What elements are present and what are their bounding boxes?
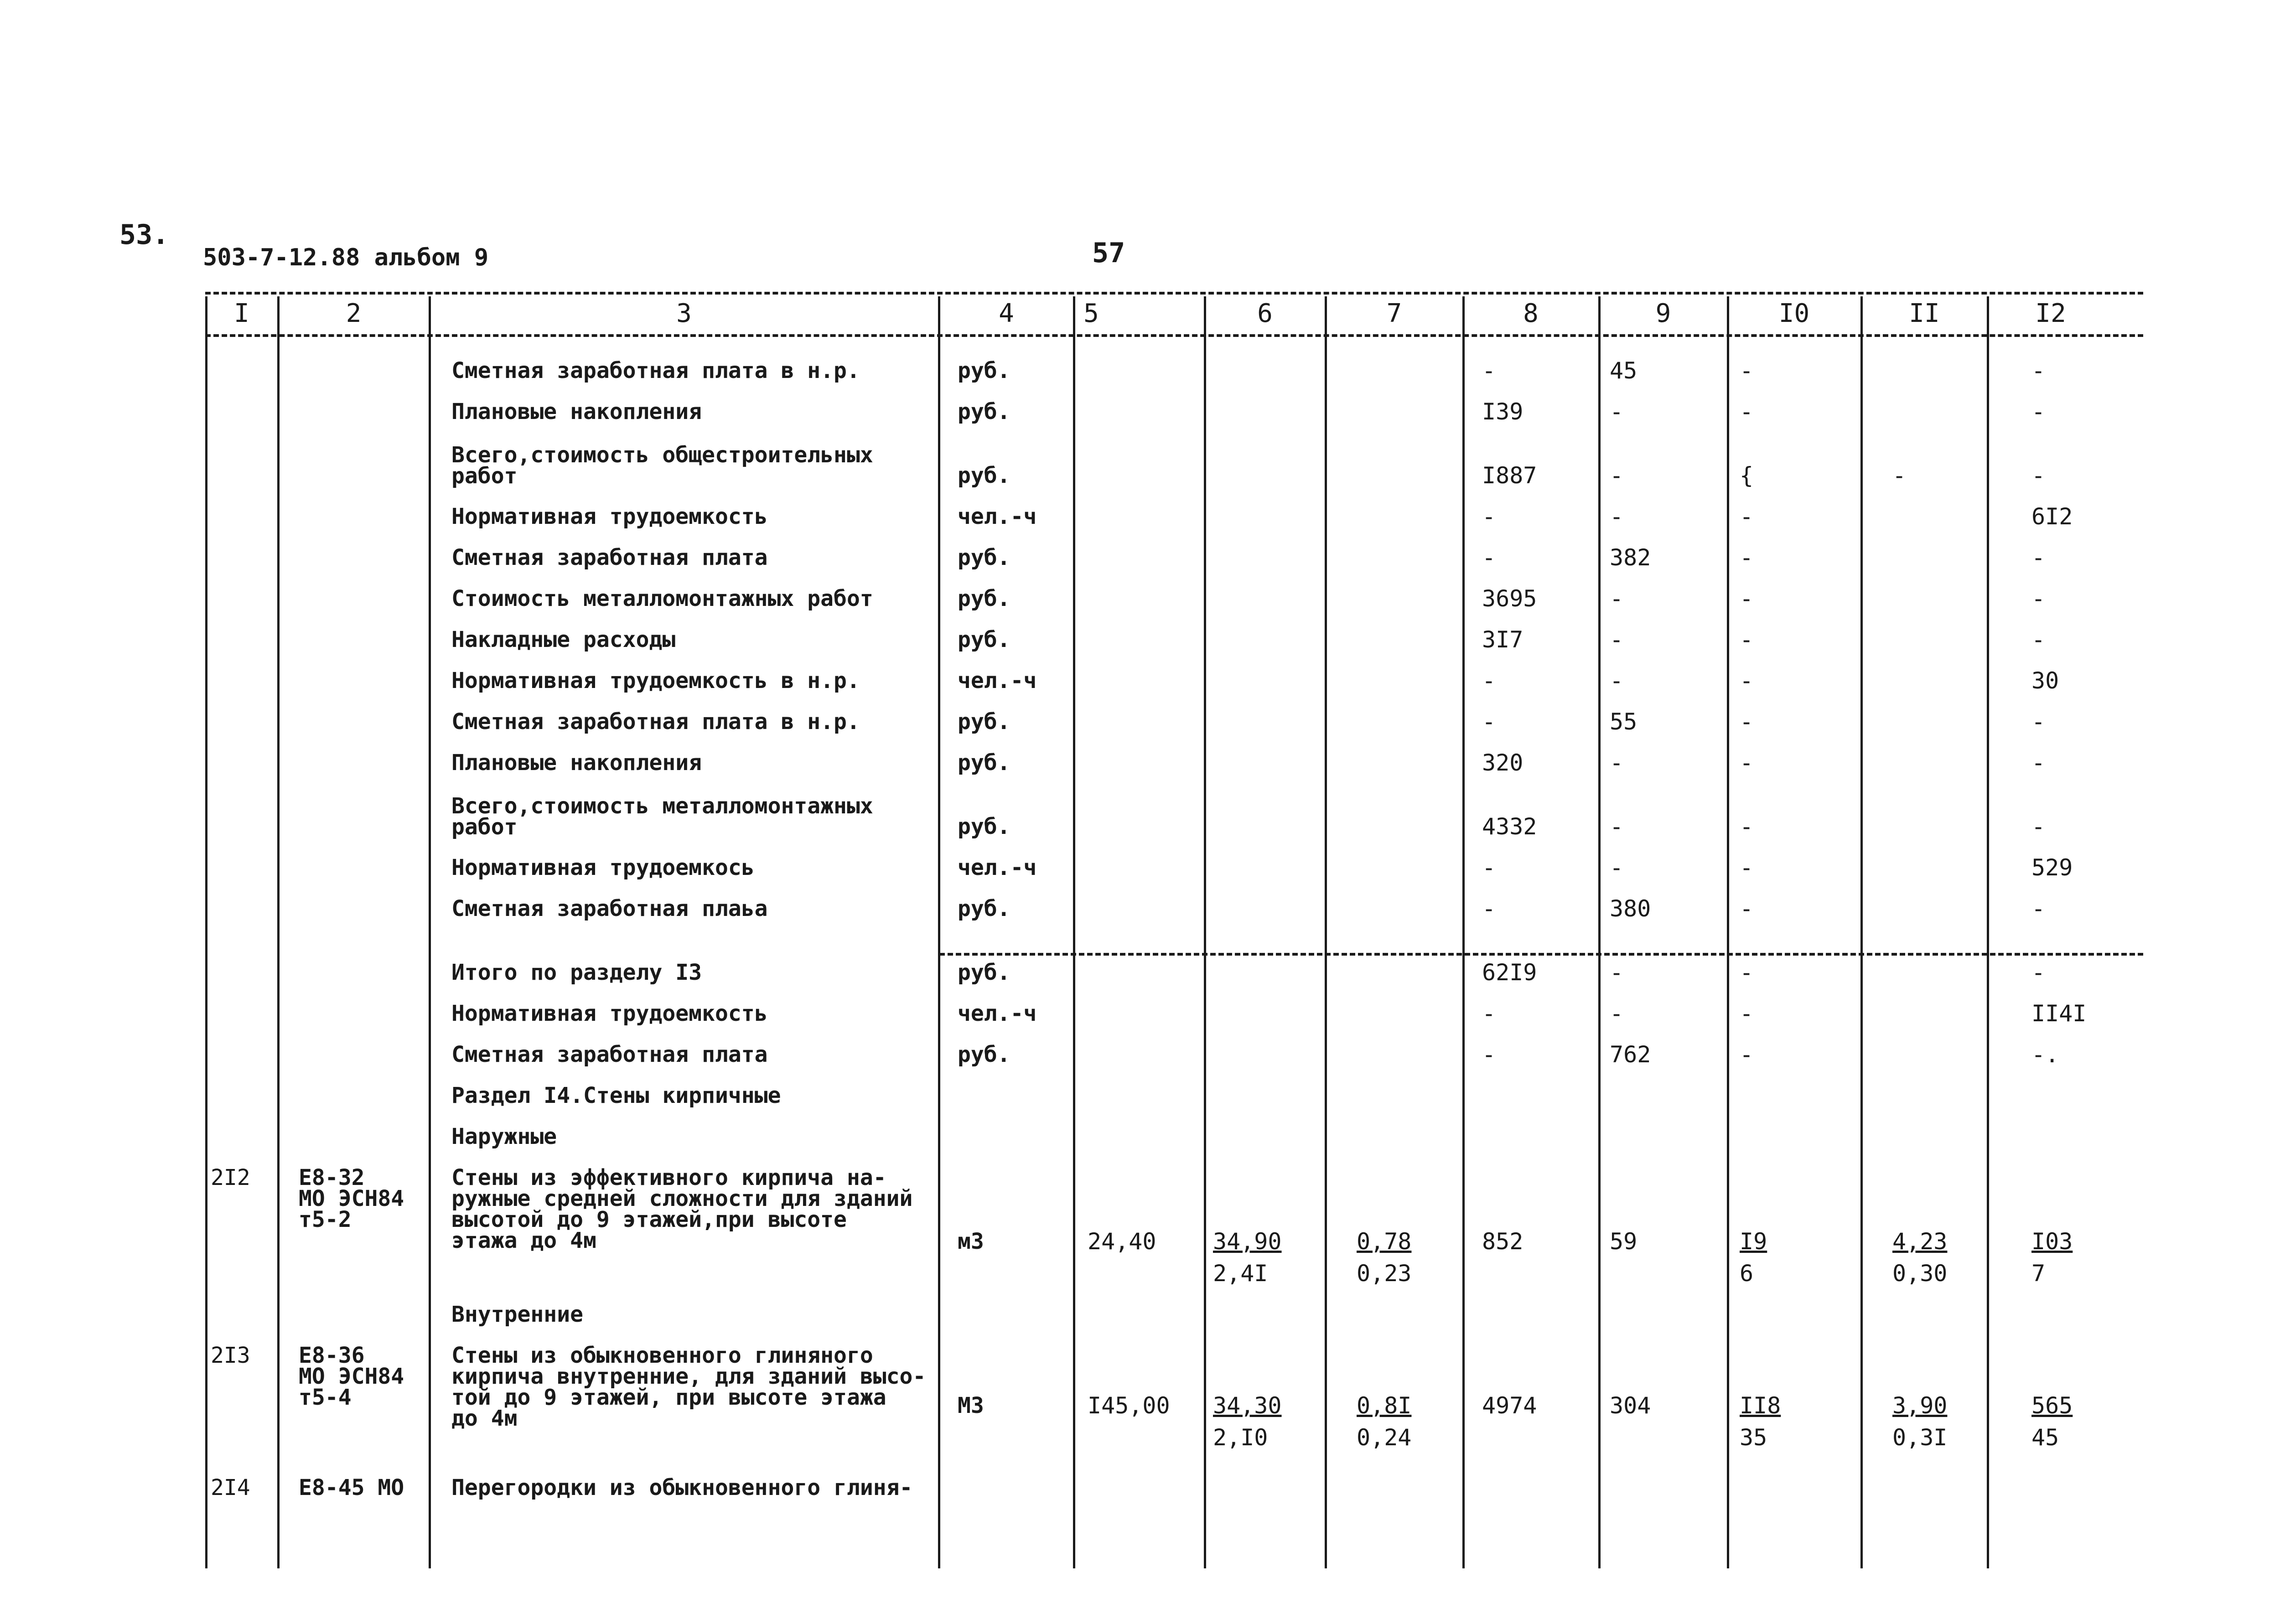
- page-number: 57: [1092, 237, 1125, 269]
- value-cell-12: -: [2031, 462, 2046, 489]
- row-description: Внутренние: [451, 1302, 583, 1327]
- unit-cell: руб.: [958, 627, 1010, 652]
- value-cell-12: -: [2031, 959, 2046, 986]
- value-cell-12: 565: [2031, 1392, 2073, 1419]
- value-cell-10: -: [1740, 544, 1754, 571]
- value-subcell-7: 0,23: [1357, 1260, 1412, 1287]
- row-description: Стены из эффективного кирпича на- ружные средней сложности для зданий высотой до 9 этажей,при высоте этажа до 4м: [451, 1165, 913, 1253]
- col-line-0: [205, 296, 207, 1568]
- value-subcell-6: 2,I0: [1213, 1424, 1268, 1451]
- col-line-3: [938, 296, 940, 1568]
- value-cell-11: 4,23: [1892, 1228, 1948, 1255]
- value-cell-9: -: [1610, 626, 1624, 653]
- value-cell-8: -: [1482, 544, 1496, 571]
- value-cell-10: I9: [1740, 1228, 1767, 1255]
- unit-cell: руб.: [958, 358, 1010, 383]
- value-cell-10: II8: [1740, 1392, 1781, 1419]
- value-cell-10: -: [1740, 1000, 1754, 1027]
- value-cell-8: 852: [1482, 1228, 1523, 1255]
- unit-cell: руб.: [958, 709, 1010, 734]
- value-cell-8: -: [1482, 1000, 1496, 1027]
- unit-cell: руб.: [958, 814, 1010, 839]
- value-cell-6: 34,30: [1213, 1392, 1282, 1419]
- item-number: 2I2: [211, 1165, 250, 1190]
- value-cell-8: 3I7: [1482, 626, 1523, 653]
- col-line-1: [277, 296, 280, 1568]
- value-cell-8: 62I9: [1482, 959, 1537, 986]
- row-description: Итого по разделу I3: [451, 960, 702, 985]
- row-description: Сметная заработная плаьа: [451, 896, 768, 921]
- value-cell-12: -: [2031, 626, 2046, 653]
- value-cell-12: I03: [2031, 1228, 2073, 1255]
- column-header-12: I2: [2035, 299, 2066, 328]
- column-header-11: II: [1909, 299, 1940, 328]
- value-cell-12: 529: [2031, 854, 2073, 881]
- value-cell-8: -: [1482, 709, 1496, 735]
- value-cell-8: 320: [1482, 750, 1523, 776]
- unit-cell: руб.: [958, 399, 1010, 424]
- value-cell-9: -: [1610, 854, 1624, 881]
- value-cell-8: -: [1482, 1041, 1496, 1068]
- value-cell-9: -: [1610, 1000, 1624, 1027]
- value-subcell-7: 0,24: [1357, 1424, 1412, 1451]
- value-cell-9: -: [1610, 959, 1624, 986]
- value-cell-12: -: [2031, 709, 2046, 735]
- value-cell-8: 3695: [1482, 585, 1537, 612]
- item-number: 2I3: [211, 1343, 250, 1368]
- column-header-1: I: [234, 299, 249, 328]
- unit-cell: М3: [958, 1393, 984, 1418]
- value-cell-10: -: [1740, 709, 1754, 735]
- column-header-4: 4: [999, 299, 1014, 328]
- value-cell-9: 380: [1610, 895, 1651, 922]
- col-line-5: [1204, 296, 1206, 1568]
- value-cell-8: -: [1482, 854, 1496, 881]
- value-cell-9: 45: [1610, 357, 1637, 384]
- table-top-border: [205, 292, 2143, 295]
- value-cell-9: 304: [1610, 1392, 1651, 1419]
- row-description: Сметная заработная плата в н.р.: [451, 709, 860, 734]
- value-cell-10: -: [1740, 959, 1754, 986]
- col-line-8: [1598, 296, 1601, 1568]
- value-cell-8: 4974: [1482, 1392, 1537, 1419]
- value-cell-8: I887: [1482, 462, 1537, 489]
- item-number: 2I4: [211, 1475, 250, 1500]
- value-subcell-12: 45: [2031, 1424, 2059, 1451]
- value-subcell-10: 6: [1740, 1260, 1754, 1287]
- row-description: Наружные: [451, 1124, 557, 1149]
- section-separator: [939, 953, 2143, 956]
- value-cell-10: -: [1740, 357, 1754, 384]
- row-description: Стоимость металломонтажных работ: [451, 586, 873, 611]
- row-description: Сметная заработная плата: [451, 1042, 768, 1067]
- value-cell-8: -: [1482, 895, 1496, 922]
- value-cell-9: -: [1610, 667, 1624, 694]
- value-cell-9: -: [1610, 813, 1624, 840]
- value-cell-9: -: [1610, 462, 1624, 489]
- value-cell-10: -: [1740, 1041, 1754, 1068]
- value-cell-10: -: [1740, 503, 1754, 530]
- value-cell-10: -: [1740, 854, 1754, 881]
- col-line-9: [1727, 296, 1729, 1568]
- col-line-4: [1073, 296, 1075, 1568]
- value-cell-8: -: [1482, 503, 1496, 530]
- value-cell-10: -: [1740, 813, 1754, 840]
- unit-cell: руб.: [958, 896, 1010, 921]
- column-header-7: 7: [1386, 299, 1402, 328]
- col-line-7: [1462, 296, 1465, 1568]
- value-cell-9: -: [1610, 398, 1624, 425]
- unit-cell: руб.: [958, 545, 1010, 570]
- unit-cell: руб.: [958, 750, 1010, 776]
- value-subcell-11: 0,30: [1892, 1260, 1948, 1287]
- value-subcell-6: 2,4I: [1213, 1260, 1268, 1287]
- quantity-cell: 24,40: [1088, 1228, 1156, 1255]
- value-cell-12: -: [2031, 585, 2046, 612]
- column-header-2: 2: [346, 299, 362, 328]
- row-description: Накладные расходы: [451, 627, 676, 652]
- value-cell-12: 30: [2031, 667, 2059, 694]
- value-cell-11: -: [1892, 462, 1907, 489]
- document-code: 503-7-12.88 альбом 9: [203, 244, 489, 271]
- row-description: Сметная заработная плата: [451, 545, 768, 570]
- row-description: Плановые накопления: [451, 399, 702, 424]
- quantity-cell: I45,00: [1088, 1392, 1170, 1419]
- unit-cell: руб.: [958, 463, 1010, 488]
- unit-cell: руб.: [958, 586, 1010, 611]
- value-cell-9: -: [1610, 585, 1624, 612]
- value-cell-12: II4I: [2031, 1000, 2087, 1027]
- value-cell-9: 382: [1610, 544, 1651, 571]
- value-cell-8: -: [1482, 357, 1496, 384]
- row-description: Сметная заработная плата в н.р.: [451, 358, 860, 383]
- value-cell-11: 3,90: [1892, 1392, 1948, 1419]
- value-cell-6: 34,90: [1213, 1228, 1282, 1255]
- col-line-10: [1860, 296, 1863, 1568]
- value-cell-10: -: [1740, 750, 1754, 776]
- value-cell-12: 6I2: [2031, 503, 2073, 530]
- value-cell-12: -: [2031, 544, 2046, 571]
- row-description: Всего,стоимость общестроительных работ: [451, 442, 873, 489]
- row-description: Плановые накопления: [451, 750, 702, 776]
- value-cell-10: -: [1740, 895, 1754, 922]
- header-bottom-border: [205, 334, 2143, 337]
- value-cell-12: -: [2031, 895, 2046, 922]
- row-description: Всего,стоимость металломонтажных работ: [451, 793, 873, 840]
- column-header-3: 3: [676, 299, 692, 328]
- unit-cell: чел.-ч: [958, 504, 1037, 529]
- value-cell-12: -: [2031, 813, 2046, 840]
- value-cell-8: -: [1482, 667, 1496, 694]
- norm-code: Е8-32 МО ЭСН84 т5-2: [299, 1165, 404, 1232]
- value-cell-7: 0,8I: [1357, 1392, 1412, 1419]
- column-header-9: 9: [1655, 299, 1671, 328]
- value-cell-9: -: [1610, 750, 1624, 776]
- row-description: Нормативная трудоемкость: [451, 1001, 768, 1026]
- row-description: Раздел I4.Стены кирпичные: [451, 1083, 781, 1108]
- value-cell-7: 0,78: [1357, 1228, 1412, 1255]
- row-description: Нормативная трудоемкость в н.р.: [451, 668, 860, 693]
- value-cell-9: 59: [1610, 1228, 1637, 1255]
- unit-cell: чел.-ч: [958, 855, 1037, 880]
- col-line-6: [1325, 296, 1327, 1568]
- value-cell-10: -: [1740, 585, 1754, 612]
- value-cell-9: -: [1610, 503, 1624, 530]
- value-cell-10: {: [1740, 462, 1754, 489]
- value-cell-9: 762: [1610, 1041, 1651, 1068]
- row-description: Нормативная трудоемкось: [451, 855, 755, 880]
- value-cell-10: -: [1740, 626, 1754, 653]
- value-subcell-10: 35: [1740, 1424, 1767, 1451]
- unit-cell: чел.-ч: [958, 1001, 1037, 1026]
- value-cell-8: 4332: [1482, 813, 1537, 840]
- value-cell-12: -: [2031, 750, 2046, 776]
- unit-cell: руб.: [958, 960, 1010, 985]
- norm-code: Е8-36 МО ЭСН84 т5-4: [299, 1343, 404, 1410]
- col-line-2: [429, 296, 431, 1568]
- norm-code: Е8-45 МО: [299, 1475, 404, 1500]
- value-subcell-12: 7: [2031, 1260, 2046, 1287]
- column-header-6: 6: [1257, 299, 1273, 328]
- value-cell-12: -.: [2031, 1041, 2059, 1068]
- unit-cell: чел.-ч: [958, 668, 1037, 693]
- value-subcell-11: 0,3I: [1892, 1424, 1948, 1451]
- column-header-8: 8: [1523, 299, 1539, 328]
- column-header-10: I0: [1778, 299, 1810, 328]
- corner-number: 53.: [119, 219, 169, 251]
- unit-cell: руб.: [958, 1042, 1010, 1067]
- value-cell-10: -: [1740, 667, 1754, 694]
- value-cell-8: I39: [1482, 398, 1523, 425]
- row-description: Стены из обыкновенного глиняного кирпича внутренние, для зданий высо- той до 9 этажей, при высоте этажа до 4м: [451, 1343, 926, 1431]
- column-header-5: 5: [1083, 299, 1099, 328]
- value-cell-9: 55: [1610, 709, 1637, 735]
- col-line-11: [1987, 296, 1989, 1568]
- value-cell-10: -: [1740, 398, 1754, 425]
- value-cell-12: -: [2031, 357, 2046, 384]
- unit-cell: м3: [958, 1229, 984, 1254]
- row-description: Перегородки из обыкновенного глиня-: [451, 1475, 913, 1500]
- row-description: Нормативная трудоемкость: [451, 504, 768, 529]
- value-cell-12: -: [2031, 398, 2046, 425]
